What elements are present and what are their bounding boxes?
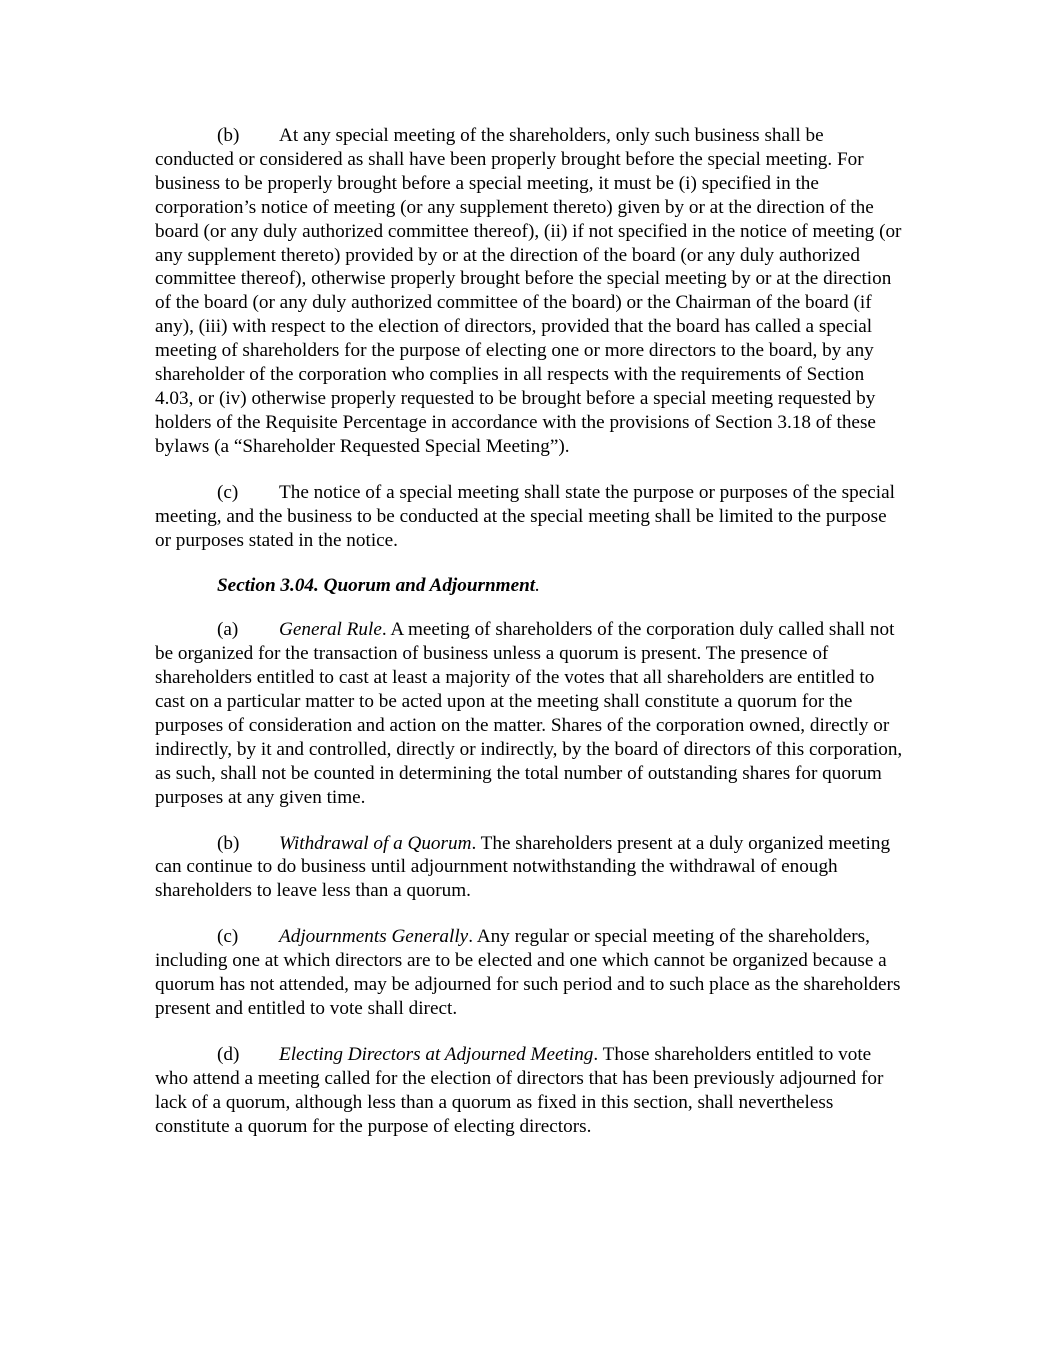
subsection-text: . A meeting of shareholders of the corporation duly called shall not be organized for the transaction of business unless a quorum is present. The presence of shareholders entitled to cast at least a majority of the votes that all shareholders are entitled to cast on a particular matter to be acted upon at the meeting shall constitute a quorum for the purposes of consideration and action on the matter. Shares of the corporation owned, directly or indirectly, by it and controlled, directly or indirectly, by the board of directors of this corporation, as such, shall not be counted in determining the total number of outstanding shares for quorum purposes at any given time.: [155, 619, 903, 808]
subsection-d-electing-directors: [155, 1043, 903, 1139]
subsection-title: Adjournments Generally: [279, 926, 469, 948]
subsection-b-withdrawal-of-quorum: [155, 832, 903, 904]
subsection-label: (a): [217, 619, 239, 641]
section-heading-title: Section 3.04. Quorum and Adjournment: [217, 575, 536, 597]
subsection-title: Electing Directors at Adjourned Meeting: [279, 1043, 594, 1065]
paragraph-label: (b): [217, 125, 240, 146]
subsection-text: . The shareholders present at a duly organized meeting can continue to do business until adjournment notwithstanding the withdrawal of enough shareholders to leave less than a quorum.: [155, 832, 891, 902]
section-heading-period: .: [535, 575, 540, 597]
paragraph-c-notice-of-special-meeting: [155, 481, 903, 553]
subsection-label: (c): [217, 926, 239, 948]
paragraph-text: The notice of a special meeting shall state the purpose or purposes of the special meeting, and the business to be conducted at the special meeting shall be limited to the purpose or purposes stated in the notice.: [155, 481, 895, 551]
subsection-title: Withdrawal of a Quorum: [279, 832, 472, 854]
subsection-c-adjournments-generally: [155, 925, 903, 1021]
subsection-title: General Rule: [279, 619, 382, 641]
paragraph-label: (c): [217, 481, 239, 503]
subsection-label: (b): [217, 832, 240, 854]
subsection-text: . Any regular or special meeting of the shareholders, including one at which directors are to be elected and one which cannot be organized because a quorum has not attended, may be adjourned for such period and to such place as the shareholders present and entitled to vote shall direct.: [155, 926, 901, 1019]
subsection-text: . Those shareholders entitled to vote who attend a meeting called for the election of directors that has been previously adjourned for lack of a quorum, although less than a quorum as fixed in this section, shall nevertheless constitute a quorum for the purpose of electing directors.: [155, 1043, 884, 1137]
subsection-a-general-rule: [155, 618, 903, 809]
section-heading: [155, 574, 903, 598]
paragraph-text: At any special meeting of the shareholders, only such business shall be conducted or considered as shall have been properly brought before the special meeting. For business to be properly brought before a special meeting, it must be (i) specified in the corporation’s notice of meeting (or any supplement thereto) given by or at the direction of the board (or any duly authorized committee thereof), (ii) if not specified in the notice of meeting (or any supplement thereto) provided by or at the direction of the board (or any duly authorized committee thereof), otherwise properly brought before the special meeting by or at the direction of the board (or any duly authorized committee of the board) or the Chairman of the board (if any), (iii) with respect to the election of directors, provided that the board has called a special meeting of shareholders for the purpose of electing one or more directors to the board, by any shareholder of the corporation who complies in all respects with the requirements of Section 4.03, or (iv) otherwise properly requested to be brought before a special meeting requested by holders of the Requisite Percentage in accordance with the provisions of Section 3.18 of these bylaws (a “Shareholder Requested Special Meeting”).: [155, 125, 902, 457]
paragraph-b-special-meeting-business: [155, 124, 903, 459]
document-body: [155, 124, 903, 1161]
subsection-label: (d): [217, 1043, 240, 1065]
